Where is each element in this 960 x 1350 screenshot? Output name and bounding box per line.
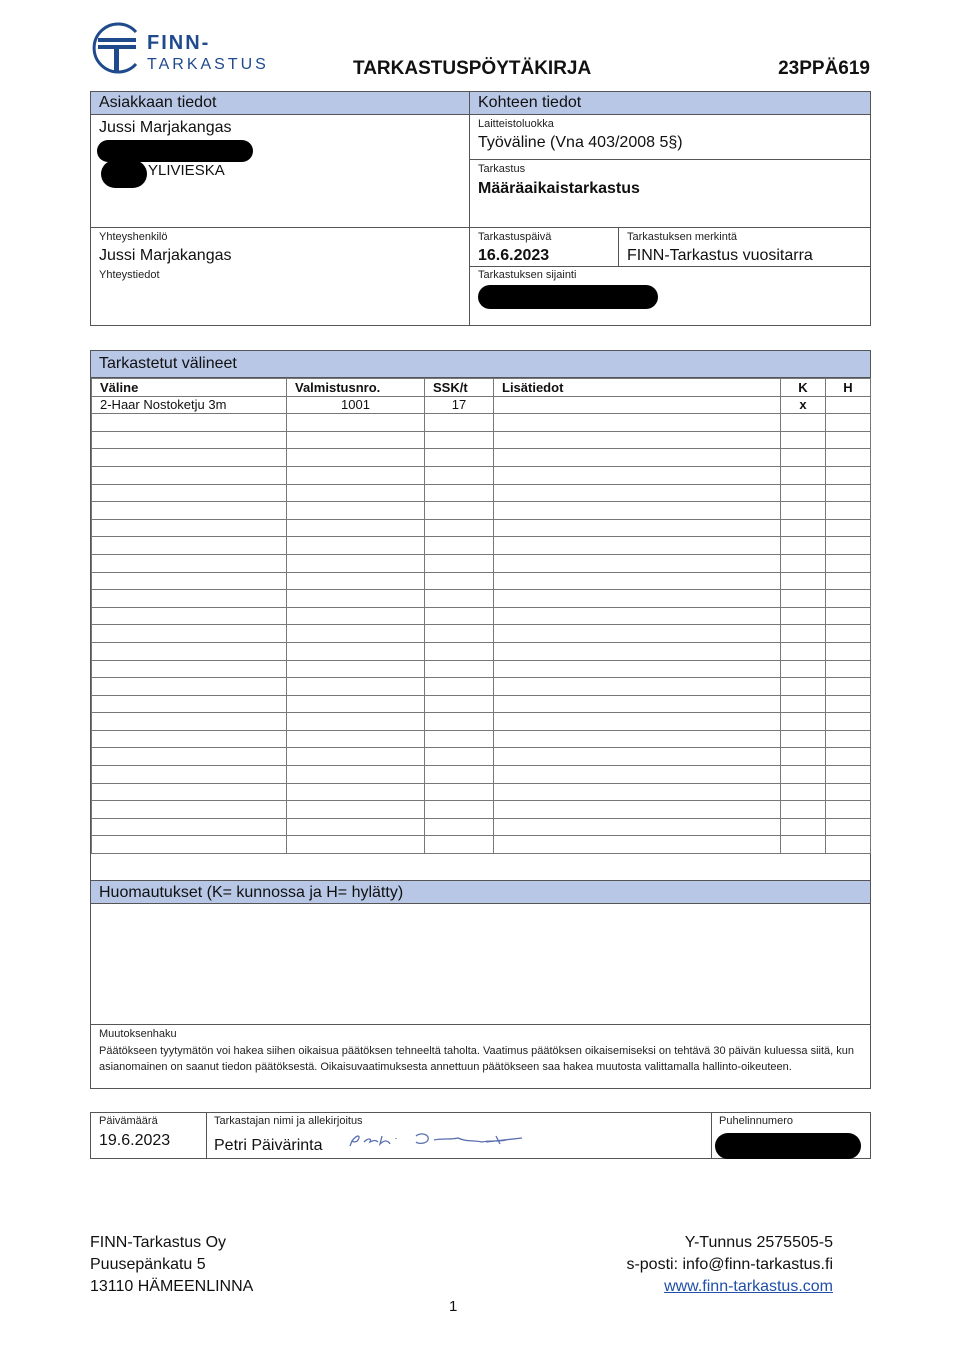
inspection-mark: FINN-Tarkastus vuositarra [627,247,813,264]
empty-table-row [92,537,871,555]
empty-table-row [92,554,871,572]
redacted-phone [715,1133,861,1159]
redacted-address [97,140,253,162]
equipment-class-label: Laitteistoluokka [478,118,554,130]
empty-table-row [92,484,871,502]
notes-value [494,396,781,414]
company-logo [90,20,280,76]
footer-company: FINN-Tarkastus Oy [90,1234,227,1251]
inspection-mark-label: Tarkastuksen merkintä [627,231,738,243]
remarks-area [91,904,870,1024]
column-header-serial: Valmistusnro. [287,379,425,397]
equipment-section-title: Tarkastetut välineet [91,351,870,378]
footer-website-link[interactable]: www.finn-tarkastus.com [664,1278,833,1295]
inspection-type-label: Tarkastus [478,163,526,175]
inspector-name: Petri Päivärinta [214,1137,323,1154]
customer-name: Jussi Marjakangas [99,119,232,136]
info-block [90,91,871,326]
footer-contact [626,1232,833,1298]
inspection-date: 16.6.2023 [478,247,550,264]
empty-table-row [92,625,871,643]
table-row [92,396,871,414]
logo-text-bottom: TARKASTUS [147,56,269,73]
empty-table-row [92,431,871,449]
empty-table-row [92,748,871,766]
logo-text-top: FINN- [147,32,211,54]
inspection-type: Määräaikaistarkastus [478,180,640,197]
redacted-location [478,285,658,309]
ssk-value: 17 [425,396,494,414]
appeal-text: Päätökseen tyytymätön voi hakea siihen oikaisua päätöksen tehneeltä taholta. Vaatimus päätöksen oikaisemiseksi on tehtävä 30 päivän kuluessa siitä, kun asianomainen on saanut tiedon päätöksestä. Oikaisuvaatimuksesta annettuun päätökseen saa hakea muutosta valittamalla hallinto-oikeuteen. [99,1045,854,1073]
contact-person-label: Yhteyshenkilö [99,231,168,243]
page-title: TARKASTUSPÖYTÄKIRJA [353,58,592,79]
customer-section-title: Asiakkaan tiedot [91,92,470,115]
column-header-notes: Lisätiedot [494,379,781,397]
empty-table-row [92,713,871,731]
signature-block [90,1112,871,1159]
footer-address [90,1232,253,1298]
empty-table-row [92,449,871,467]
customer-city: YLIVIESKA [148,162,225,179]
empty-table-row [92,695,871,713]
contact-person: Jussi Marjakangas [99,247,232,264]
handwritten-signature-icon [346,1130,526,1152]
redacted-postal-code [101,160,147,188]
column-header-h: H [826,379,871,397]
k-mark: x [781,396,826,414]
footer-street: Puusepänkatu 5 [90,1256,206,1273]
target-section-title: Kohteen tiedot [470,92,870,115]
appeal-title: Muutoksenhaku [99,1028,177,1040]
serial-number: 1001 [287,396,425,414]
column-header-equipment: Väline [92,379,287,397]
empty-table-row [92,590,871,608]
footer-email: s-posti: info@finn-tarkastus.fi [626,1256,833,1273]
document-number: 23PPÄ619 [778,58,870,79]
inspection-date-label: Tarkastuspäivä [478,231,552,243]
signature-date-label: Päivämäärä [99,1115,158,1127]
equipment-table [91,378,871,854]
remarks-section-title: Huomautukset (K= kunnossa ja H= hylätty) [91,880,870,904]
h-mark [826,396,871,414]
page-number: 1 [449,1298,458,1315]
contact-info-label: Yhteystiedot [99,269,160,281]
finn-logo-icon [90,22,142,74]
equipment-section [90,350,871,1089]
empty-table-row [92,660,871,678]
inspector-label: Tarkastajan nimi ja allekirjoitus [214,1115,363,1127]
empty-table-row [92,572,871,590]
column-header-k: K [781,379,826,397]
empty-table-row [92,678,871,696]
empty-table-row [92,519,871,537]
inspection-location-label: Tarkastuksen sijainti [478,269,577,281]
empty-table-row [92,783,871,801]
empty-table-row [92,607,871,625]
table-header-row [92,379,871,397]
empty-table-row [92,414,871,432]
empty-table-row [92,818,871,836]
equipment-name: 2-Haar Nostoketju 3m [92,396,287,414]
empty-table-row [92,836,871,854]
signature-date: 19.6.2023 [99,1132,171,1149]
footer-business-id: Y-Tunnus 2575505-5 [684,1234,833,1251]
phone-label: Puhelinnumero [719,1115,793,1127]
empty-table-row [92,642,871,660]
empty-table-row [92,466,871,484]
empty-table-row [92,766,871,784]
empty-table-row [92,730,871,748]
column-header-ssk: SSK/t [425,379,494,397]
empty-table-row [92,502,871,520]
footer-city: 13110 HÄMEENLINNA [90,1278,254,1295]
equipment-class: Työväline (Vna 403/2008 5§) [478,134,683,151]
empty-table-row [92,801,871,819]
